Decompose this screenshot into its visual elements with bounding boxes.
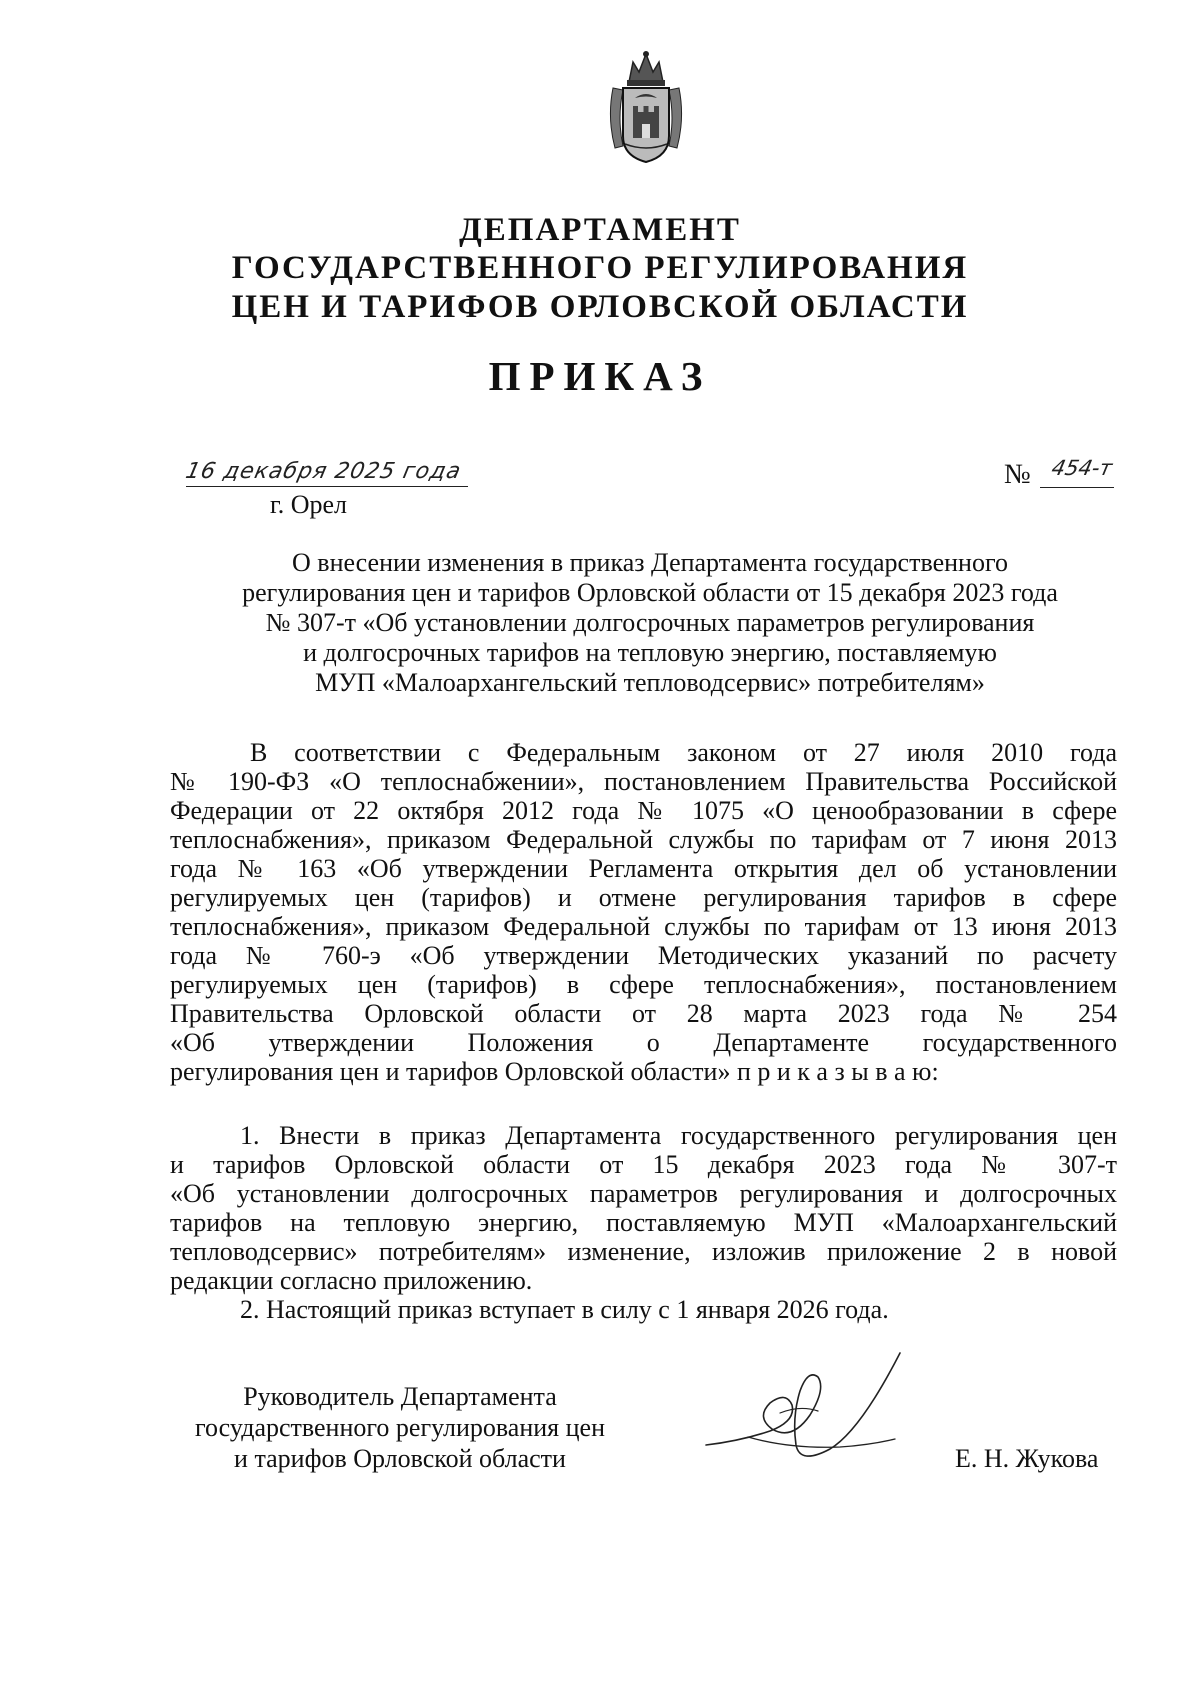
item-line: редакции согласно приложению. [170,1266,533,1295]
item-line: тепловодсервис» потребителям» изменение, изложив приложение 2 в новой [170,1237,1117,1266]
date-underline [186,486,468,487]
signatory-title-line: Руководитель Департамента [243,1382,557,1411]
number-underline [1040,487,1114,488]
title-line: О внесении изменения в приказ Департамента государственного [292,548,1008,577]
signatory-title [170,1381,630,1474]
preamble-line: теплоснабжения», приказом Федеральной службы по тарифам от 7 июня 2013 [170,825,1117,854]
preamble-line: года № 760-э «Об утверждении Методических указаний по расчету [170,941,1117,970]
number-label: № [1004,459,1031,490]
signatory-title-line: и тарифов Орловской области [234,1444,566,1473]
title-line: № 307-т «Об установлении долгосрочных параметров регулирования [265,608,1035,637]
handwritten-date: 16 декабря 2025 года [183,459,464,484]
document-type-heading: ПРИКАЗ [488,353,712,399]
department-name-line-2: ГОСУДАРСТВЕННОГО РЕГУЛИРОВАНИЯ [231,250,969,286]
handwritten-number: 454-т [1049,456,1115,480]
title-line: регулирования цен и тарифов Орловской области от 15 декабря 2023 года [242,578,1058,607]
item-line: 1. Внести в приказ Департамента государственного регулирования цен [240,1121,1117,1150]
order-item-2: 2. Настоящий приказ вступает в силу с 1 января 2026 года. [240,1295,889,1324]
handwritten-signature [700,1345,920,1475]
order-item-1 [170,1121,1117,1295]
preamble-line: № 190-ФЗ «О теплоснабжении», постановлением Правительства Российской [170,767,1117,796]
preamble-paragraph [170,738,1117,1086]
preamble-line: года № 163 «Об утверждении Регламента открытия дел об установлении [170,854,1117,883]
city-label: г. Орел [270,490,348,519]
signatory-name: Е. Н. Жукова [955,1444,1099,1473]
item-line: и тарифов Орловской области от 15 декабря 2023 года № 307-т [170,1150,1117,1179]
signatory-title-line: государственного регулирования цен [195,1413,605,1442]
department-name-line-1: ДЕПАРТАМЕНТ [459,212,741,248]
preamble-line: Федерации от 22 октября 2012 года № 1075 «О ценообразовании в сфере [170,796,1117,825]
preamble-line: регулируемых цен (тарифов) в сфере теплоснабжения», постановлением [170,970,1117,999]
item-line: «Об установлении долгосрочных параметров регулирования и долгосрочных [170,1179,1117,1208]
department-name-line-3: ЦЕН И ТАРИФОВ ОРЛОВСКОЙ ОБЛАСТИ [231,289,969,325]
title-line: и долгосрочных тарифов на тепловую энергию, поставляемую [303,638,997,667]
order-title [170,548,1130,698]
preamble-line: «Об утверждении Положения о Департаменте государственного [170,1028,1117,1057]
coat-of-arms-icon [605,48,687,166]
preamble-line: регулирования цен и тарифов Орловской области» п р и к а з ы в а ю: [170,1057,939,1086]
preamble-line: В соответствии с Федеральным законом от 27 июля 2010 года [250,738,1117,767]
preamble-line: Правительства Орловской области от 28 марта 2023 года № 254 [170,999,1117,1028]
title-line: МУП «Малоархангельский тепловодсервис» потребителям» [315,668,985,697]
preamble-line: регулируемых цен (тарифов) и отмене регулирования тарифов в сфере [170,883,1117,912]
preamble-line: теплоснабжения», приказом Федеральной службы по тарифам от 13 июня 2013 [170,912,1117,941]
item-line: тарифов на тепловую энергию, поставляемую МУП «Малоархангельский [170,1208,1117,1237]
